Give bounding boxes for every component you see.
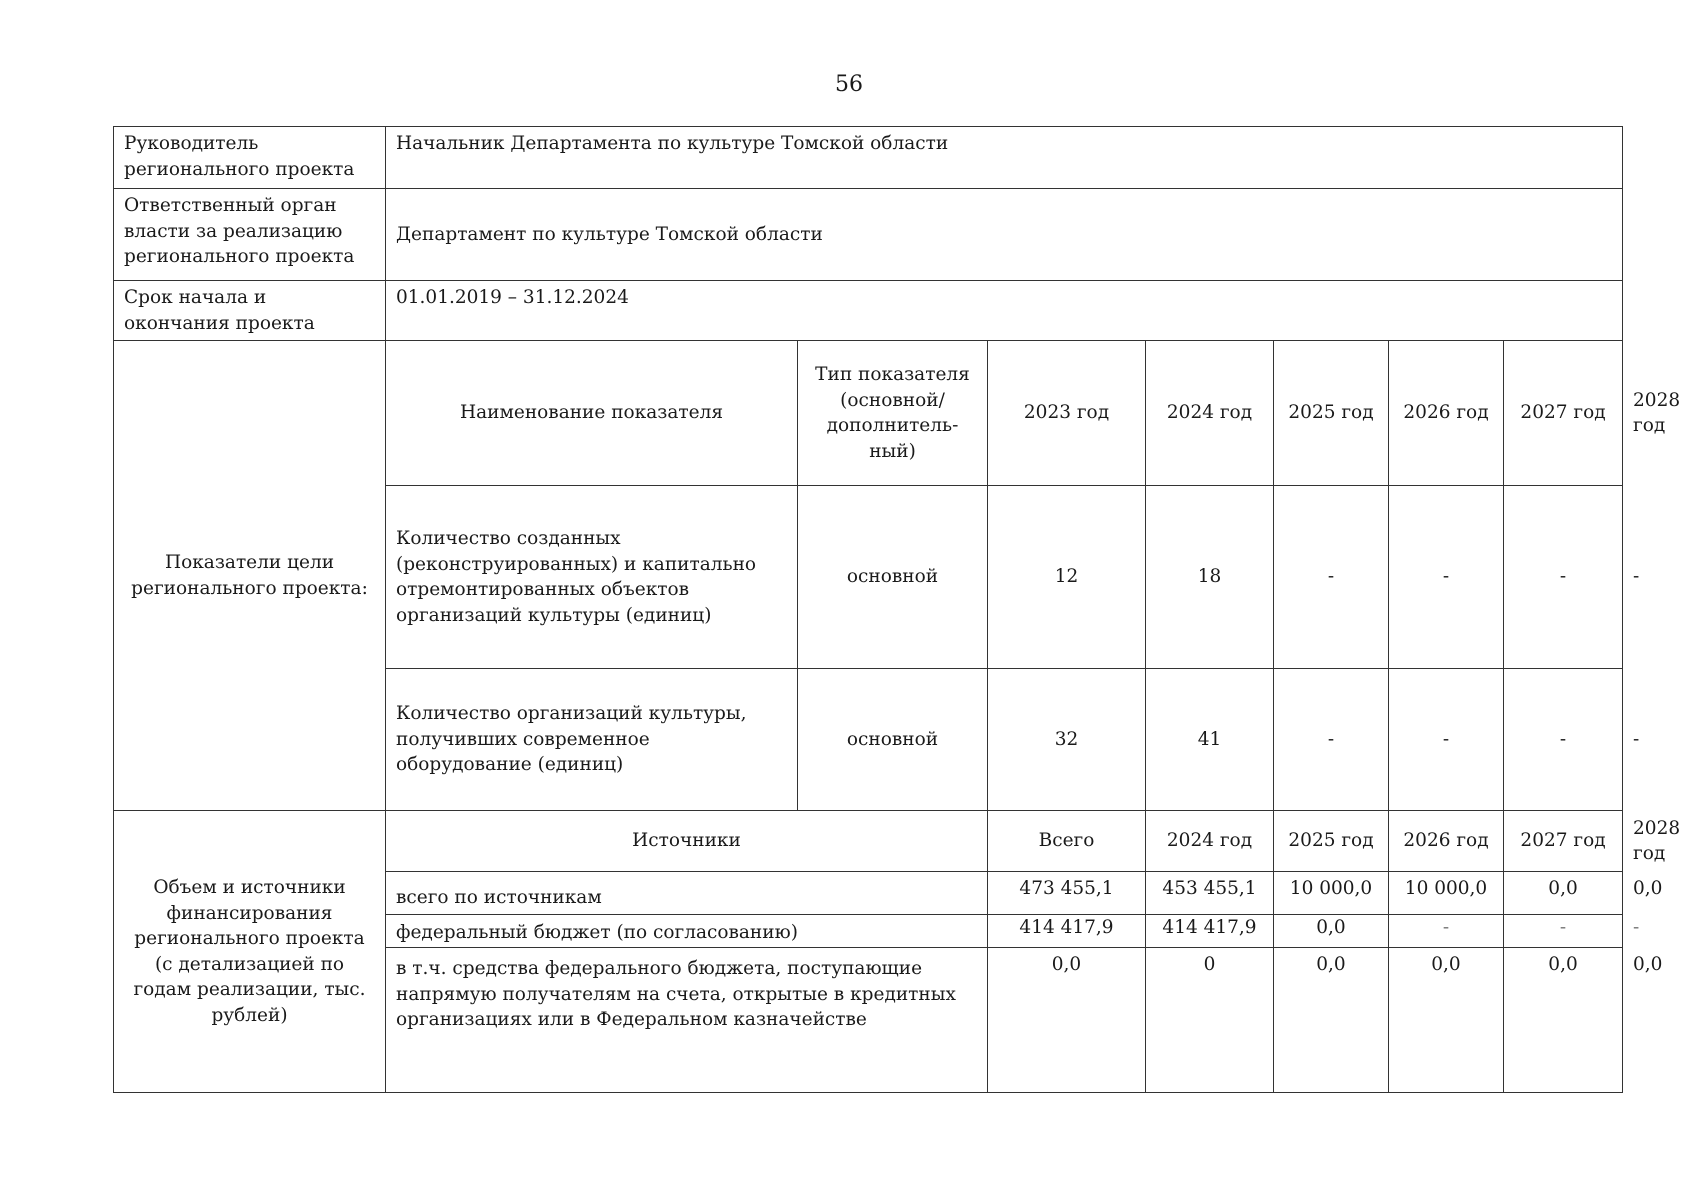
responsible-body-label: Ответственный орган власти за реализацию регионального проекта xyxy=(114,189,386,281)
indicator-value-2026: - xyxy=(1389,669,1504,811)
indicator-name: Количество созданных (реконструированных) и капитально отремонтированных объектов организаций культуры (единиц) xyxy=(386,486,798,669)
financing-value-2024: 414 417,9 xyxy=(1146,915,1274,948)
header-2023: 2023 год xyxy=(988,341,1146,486)
financing-row: всего по источникам 473 455,1 453 455,1 10 000,0 10 000,0 0,0 0,0 xyxy=(114,872,1623,915)
indicator-name-header: Наименование показателя xyxy=(386,341,798,486)
financing-value-2027: 0,0 xyxy=(1504,948,1623,1093)
total-header: Всего xyxy=(988,811,1146,872)
header-2027: 2027 год xyxy=(1504,341,1623,486)
financing-value-2025: 0,0 xyxy=(1274,948,1389,1093)
indicator-value-2027: - xyxy=(1504,669,1623,811)
indicator-row: Количество организаций культуры, получивших современное оборудование (единиц) основной 32 41 - - - - xyxy=(114,669,1623,811)
financing-value-2024: 0 xyxy=(1146,948,1274,1093)
project-term-row xyxy=(114,281,1623,341)
fin-header-2025: 2025 год xyxy=(1274,811,1389,872)
indicator-value-2024: 18 xyxy=(1146,486,1274,669)
financing-value-2025: 10 000,0 xyxy=(1274,872,1389,915)
fin-header-2024: 2024 год xyxy=(1146,811,1274,872)
financing-value-2026: 10 000,0 xyxy=(1389,872,1504,915)
responsible-body-value: Департамент по культуре Томской области xyxy=(386,189,1623,281)
indicator-value-2026: - xyxy=(1389,486,1504,669)
financing-value-2027: 0,0 xyxy=(1504,872,1623,915)
financing-source: всего по источникам xyxy=(386,872,988,915)
indicator-row: Количество созданных (реконструированных) и капитально отремонтированных объектов организаций культуры (единиц) основной 12 18 - - - - xyxy=(114,486,1623,669)
indicator-value-2025: - xyxy=(1274,669,1389,811)
indicator-value-2027: - xyxy=(1504,486,1623,669)
indicator-value-2023: 12 xyxy=(988,486,1146,669)
header-2024: 2024 год xyxy=(1146,341,1274,486)
indicators-section-label: Показатели цели регионального проекта: xyxy=(114,341,386,811)
responsible-body-row xyxy=(114,189,1623,281)
financing-section-label: Объем и источники финансирования регионального проекта (с детализацией по годам реализации, тыс. рублей) xyxy=(114,811,386,1093)
indicator-value-2023: 32 xyxy=(988,669,1146,811)
header-2026: 2026 год xyxy=(1389,341,1504,486)
financing-value-2024: 453 455,1 xyxy=(1146,872,1274,915)
financing-value-2026: - xyxy=(1389,915,1504,948)
financing-row: федеральный бюджет (по согласованию) 414 417,9 414 417,9 0,0 - - - xyxy=(114,915,1623,948)
financing-value-2027: - xyxy=(1504,915,1623,948)
project-head-value: Начальник Департамента по культуре Томской области xyxy=(386,127,1623,189)
financing-value-2025: 0,0 xyxy=(1274,915,1389,948)
financing-total: 414 417,9 xyxy=(988,915,1146,948)
financing-source: в т.ч. средства федерального бюджета, поступающие напрямую получателям на счета, открытые в кредитных организациях или в Федеральном казначействе xyxy=(386,948,988,1093)
fin-header-2026: 2026 год xyxy=(1389,811,1504,872)
header-2025: 2025 год xyxy=(1274,341,1389,486)
sources-header: Источники xyxy=(386,811,988,872)
indicator-value-2025: - xyxy=(1274,486,1389,669)
financing-value-2026: 0,0 xyxy=(1389,948,1504,1093)
financing-source: федеральный бюджет (по согласованию) xyxy=(386,915,988,948)
project-head-label: Руководитель регионального проекта xyxy=(114,127,386,189)
indicator-name: Количество организаций культуры, получивших современное оборудование (единиц) xyxy=(386,669,798,811)
financing-header-row: Объем и источники финансирования регионального проекта (с детализацией по годам реализации, тыс. рублей) Источники Всего 2024 год 2025 год 2026 год 2027 год 2028 год xyxy=(114,811,1623,872)
project-term-label: Срок начала и окончания проекта xyxy=(114,281,386,341)
fin-header-2027: 2027 год xyxy=(1504,811,1623,872)
indicators-header-row: Показатели цели регионального проекта: Наименование показателя Тип показателя (основной/ дополнитель-ный) 2023 год 2024 год 2025 год 2026 год 2027 год 2028 год xyxy=(114,341,1623,486)
project-passport-table xyxy=(113,126,1681,1093)
project-term-value: 01.01.2019 – 31.12.2024 xyxy=(386,281,1623,341)
indicator-type: основной xyxy=(798,669,988,811)
indicator-type: основной xyxy=(798,486,988,669)
project-head-row xyxy=(114,127,1623,189)
indicator-type-header: Тип показателя (основной/ дополнитель-ный) xyxy=(798,341,988,486)
page-number: 56 xyxy=(835,72,863,97)
financing-total: 473 455,1 xyxy=(988,872,1146,915)
indicator-value-2024: 41 xyxy=(1146,669,1274,811)
financing-row: в т.ч. средства федерального бюджета, поступающие напрямую получателям на счета, открытые в кредитных организациях или в Федеральном казначействе 0,0 0 0,0 0,0 0,0 0,0 xyxy=(114,948,1623,1093)
financing-total: 0,0 xyxy=(988,948,1146,1093)
